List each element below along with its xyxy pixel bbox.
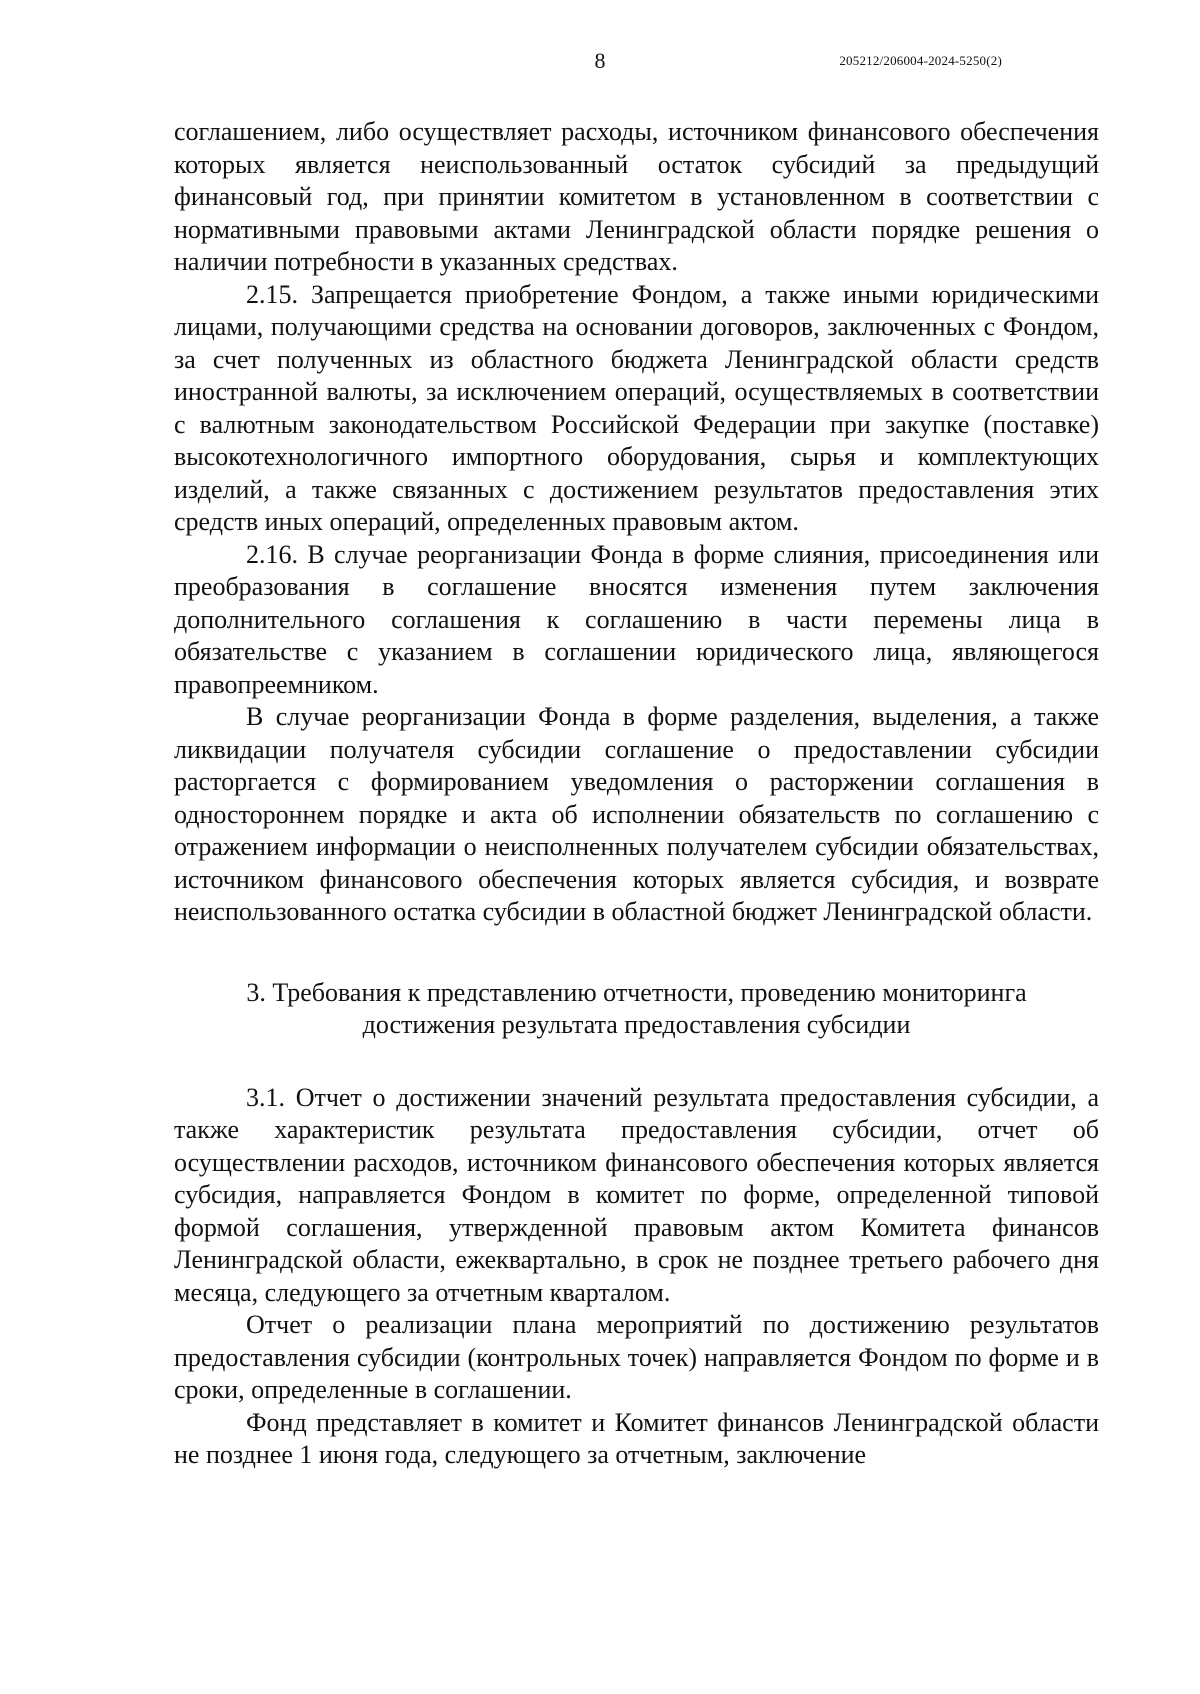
section-3-heading-line-1: 3. Требования к представлению отчетности, проведению мониторинга bbox=[246, 977, 1027, 1007]
page-number: 8 bbox=[594, 48, 606, 73]
document-body bbox=[174, 116, 1099, 1472]
paragraph-2-16: 2.16. В случае реорганизации Фонда в форме слияния, присоединения или преобразования в соглашение вносятся изменения путем заключения дополнительного соглашения к соглашению в части перемены лица в обязательстве с указанием в соглашении юридического лица, являющегося правопреемником. bbox=[174, 539, 1099, 699]
paragraph-fund-conclusion: Фонд представляет в комитет и Комитет финансов Ленинградской области не позднее 1 июня года, следующего за отчетным, заключение bbox=[174, 1407, 1099, 1469]
document-registration-code: 205212/206004-2024-5250(2) bbox=[839, 53, 1002, 68]
paragraph-control-points-report: Отчет о реализации плана мероприятий по достижению результатов предоставления субсидии (контрольных точек) направляется Фондом по форме и в сроки, определенные в соглашении. bbox=[174, 1310, 1099, 1404]
section-3-heading bbox=[174, 977, 1099, 1042]
paragraph-2-16-reorganization: В случае реорганизации Фонда в форме разделения, выделения, а также ликвидации получателя субсидии соглашение о предоставлении субсидии расторгается с формированием уведомления о расторжении соглашения в одностороннем порядке и акта об исполнении обязательств по соглашению с отражением информации о неисполненных получателем субсидии обязательствах, источником финансового обеспечения которых является субсидия, и возврате неиспользованного остатка субсидии в областной бюджет Ленинградской области. bbox=[174, 702, 1099, 926]
paragraph-2-15: 2.15. Запрещается приобретение Фондом, а также иными юридическими лицами, получающими средства на основании договоров, заключенных с Фондом, за счет полученных из областного бюджета Ленинградской области средств иностранной валюты, за исключением операций, осуществляемых в соответствии с валютным законодательством Российской Федерации при закупке (поставке) высокотехнологичного импортного оборудования, сырья и комплектующих изделий, а также связанных с достижением результатов предоставления этих средств иных операций, определенных правовым актом. bbox=[174, 279, 1099, 536]
paragraph-continuation: соглашением, либо осуществляет расходы, источником финансового обеспечения которых является неиспользованный остаток субсидий за предыдущий финансовый год, при принятии комитетом в установленном в соответствии с нормативными правовыми актами Ленинградской области порядке решения о наличии потребности в указанных средствах. bbox=[174, 117, 1099, 276]
section-3-heading-line-2: достижения результата предоставления субсидии bbox=[362, 1010, 911, 1039]
paragraph-3-1: 3.1. Отчет о достижении значений результата предоставления субсидии, а также характеристик результата предоставления субсидии, отчет об осуществлении расходов, источником финансового обеспечения которых является субсидия, направляется Фондом в комитет по форме, определенной типовой формой соглашения, утвержденной правовым актом Комитета финансов Ленинградской области, ежеквартально, в срок не позднее третьего рабочего дня месяца, следующего за отчетным кварталом. bbox=[174, 1082, 1099, 1307]
